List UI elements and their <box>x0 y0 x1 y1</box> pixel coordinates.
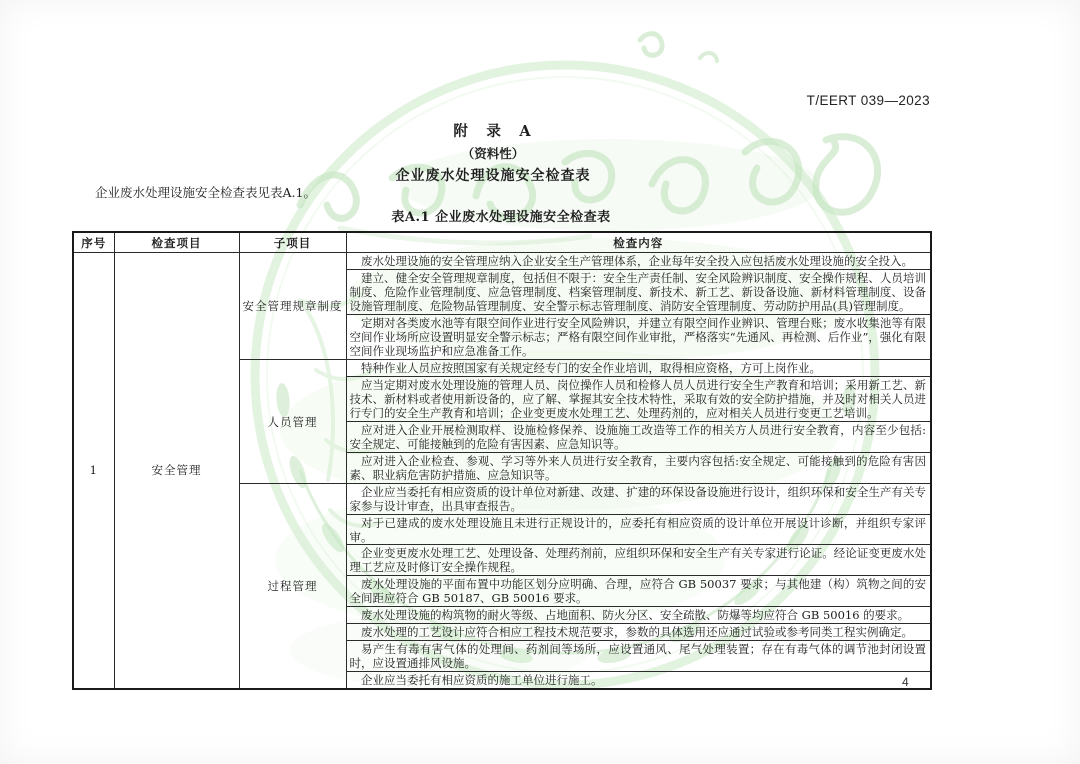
safety-checklist-table <box>72 231 932 690</box>
inspection-content-cell: 企业应当委托有相应资质的施工单位进行施工。 <box>346 672 931 689</box>
inspection-content-cell: 易产生有毒有害气体的处理间、药剂间等场所，应设置通风、尾气处理装置；存在有毒气体的调节池封闭设置时，应设置通排风设施。 <box>346 641 931 672</box>
inspection-content-cell: 建立、健全安全管理规章制度，包括但不限于：安全生产责任制、安全风险辨识制度、安全操作规程、人员培训制度、危险作业管理制度、应急管理制度、档案管理制度、新技术、新工艺、新设备设施、新材料管理制度、设备设施管理制度、危险物品管理制度、安全警示标志管理制度、消防安全管理制度、劳动防护用品(具)管理制度。 <box>346 270 931 315</box>
intro-paragraph: 企业废水处理设施安全检查表见表A.1。 <box>95 185 316 200</box>
appendix-subject: 企业废水处理设施安全检查表 <box>395 168 591 184</box>
subitem-cell: 过程管理 <box>239 484 346 689</box>
column-header-seq: 序号 <box>73 232 114 253</box>
inspection-content-cell: 企业变更废水处理工艺、处理设备、处理药剂前，应组织环保和安全生产有关专家进行论证。经论证变更废水处理工艺应及时修订安全操作规程。 <box>346 545 931 576</box>
header-row <box>73 232 931 253</box>
checklist-body <box>73 253 931 689</box>
table-title: 表A.1 企业废水处理设施安全检查表 <box>391 210 611 225</box>
table-row <box>73 253 931 270</box>
appendix-heading <box>46 120 940 185</box>
inspection-content-cell: 应对进入企业开展检测取样、设施检修保养、设施施工改造等工作的相关方人员进行安全教育，内容至少包括:安全规定、可能接触到的危险有害因素、应急知识等。 <box>346 422 931 453</box>
inspection-content-cell: 废水处理设施的平面布置中功能区划分应明确、合理，应符合 GB 50037 要求；与其他建（构）筑物之间的安全间距应符合 GB 50187、GB 50016 要求。 <box>346 576 931 607</box>
inspection-content-cell: 企业应当委托有相应资质的设计单位对新建、改建、扩建的环保设备设施进行设计，组织环保和安全生产有关专家参与设计审查，出具审查报告。 <box>346 484 931 515</box>
inspection-content-cell: 废水处理的工艺设计应符合相应工程技术规范要求，参数的具体选用还应通过试验或参考同类工程实例确定。 <box>346 624 931 641</box>
inspection-content-cell: 特种作业人员应按照国家有关规定经专门的安全作业培训，取得相应资格，方可上岗作业。 <box>346 360 931 377</box>
inspection-content-cell: 定期对各类废水池等有限空间作业进行安全风险辨识，并建立有限空间作业辨识、管理台账；废水收集池等有限空间作业场所应设置明显安全警示标志；严格有限空间作业审批，严格落实“先通风、再检测、后作业”，强化有限空间作业现场监护和应急准备工作。 <box>346 315 931 360</box>
standard-number: T/EERT 039—2023 <box>806 93 930 108</box>
inspection-content-cell: 废水处理设施的安全管理应纳入企业安全生产管理体系，企业每年安全投入应包括废水处理设施的安全投入。 <box>346 253 931 270</box>
appendix-label: 附 录 A <box>453 123 533 140</box>
inspection-item-cell: 安全管理 <box>114 253 239 689</box>
column-header-subitem: 子项目 <box>239 232 346 253</box>
page-number: 4 <box>902 675 909 689</box>
appendix-classification: （资料性） <box>461 146 525 161</box>
seq-cell: 1 <box>73 253 114 689</box>
inspection-content-cell: 应对进入企业检查、参观、学习等外来人员进行安全教育，主要内容包括:安全规定、可能接触到的危险有害因素、职业病危害防护措施、应急知识等。 <box>346 453 931 484</box>
column-header-content: 检查内容 <box>346 232 931 253</box>
subitem-cell: 人员管理 <box>239 360 346 484</box>
column-header-item: 检查项目 <box>114 232 239 253</box>
inspection-content-cell: 对于已建成的废水处理设施且未进行正规设计的，应委托有相应资质的设计单位开展设计诊断，并组织专家评审。 <box>346 515 931 545</box>
inspection-content-cell: 废水处理设施的构筑物的耐火等级、占地面积、防火分区、安全疏散、防爆等均应符合 GB 50016 的要求。 <box>346 607 931 624</box>
subitem-cell: 安全管理规章制度 <box>239 253 346 360</box>
inspection-content-cell: 应当定期对废水处理设施的管理人员、岗位操作人员和检修人员人员进行安全生产教育和培训；采用新工艺、新技术、新材料或者使用新设备的，应了解、掌握其安全技术特性，采取有效的安全防护措施，并及时对相关人员进行专门的安全生产教育和培训；企业变更废水处理工艺、处理药剂的，应对相关人员进行变更工艺培训。 <box>346 377 931 422</box>
